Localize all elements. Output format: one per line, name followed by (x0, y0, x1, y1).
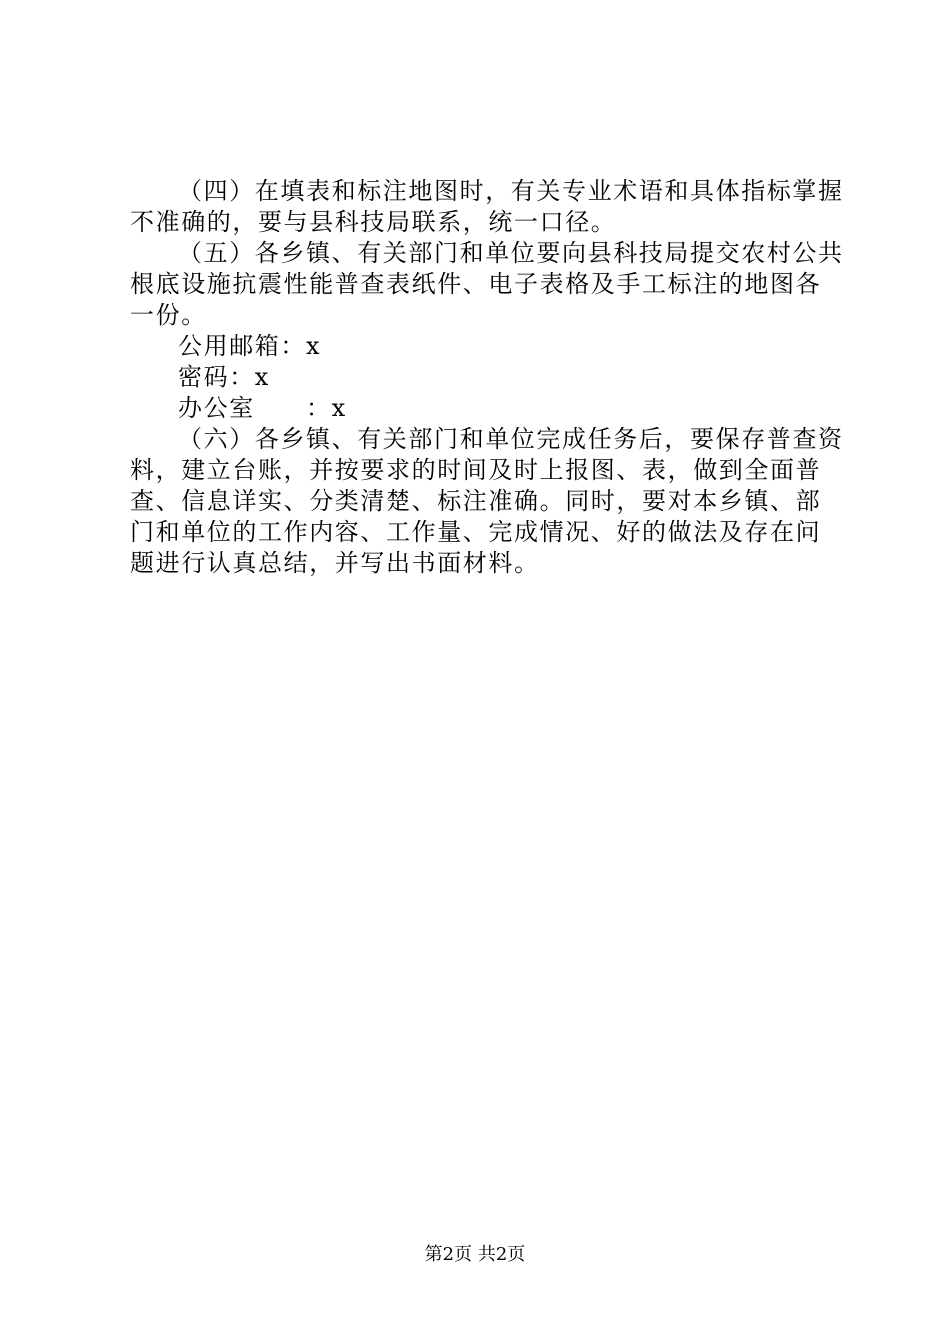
page-number-footer: 第2页 共2页 (424, 1244, 526, 1265)
paragraph-item-6-line-1: （六）各乡镇、有关部门和单位完成任务后，要保存普查资 (178, 425, 844, 453)
paragraph-item-6-line-2: 料，建立台账，并按要求的时间及时上报图、表，做到全面普 (130, 456, 822, 484)
document-body (130, 176, 844, 579)
paragraph-item-6-line-3: 查、信息详实、分类清楚、标注准确。同时，要对本乡镇、部 (130, 487, 822, 515)
paragraph-item-4-line-2: 不准确的，要与县科技局联系，统一口径。 (130, 208, 617, 236)
paragraph-item-5-line-1: （五）各乡镇、有关部门和单位要向县科技局提交农村公共 (178, 239, 844, 267)
contact-email-line: 公用邮箱：x (178, 332, 322, 360)
contact-password-line: 密码：x (178, 363, 270, 391)
paragraph-item-6-line-4: 门和单位的工作内容、工作量、完成情况、好的做法及存在问 (130, 518, 822, 546)
paragraph-item-6-line-5: 题进行认真总结，并写出书面材料。 (130, 549, 540, 577)
paragraph-item-5-line-2: 根底设施抗震性能普查表纸件、电子表格及手工标注的地图各 (130, 270, 822, 298)
paragraph-item-4-line-1: （四）在填表和标注地图时，有关专业术语和具体指标掌握 (178, 177, 844, 205)
contact-office-line: 办公室 ：x (178, 394, 347, 422)
paragraph-item-5-line-3: 一份。 (130, 301, 207, 329)
